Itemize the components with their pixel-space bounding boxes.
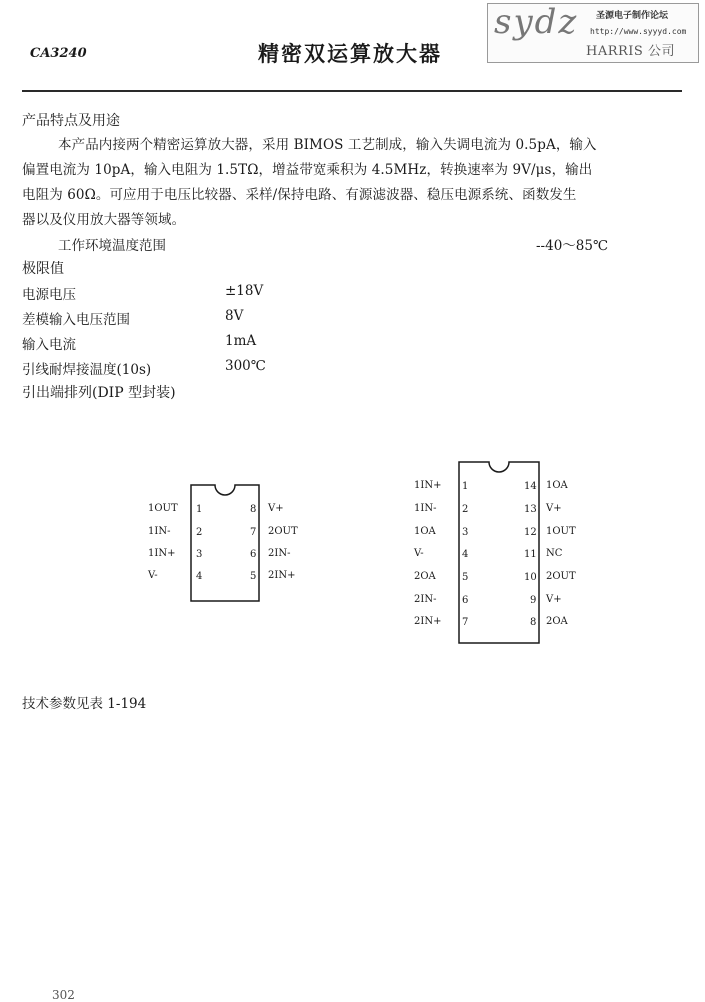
dip14-pin-5-name: 2OA [414, 571, 436, 582]
header-rule [22, 90, 682, 92]
dip14-pin-12-number: 12 [524, 527, 537, 538]
rating-value: 8V [225, 308, 244, 324]
rating-label: 差模输入电压范围 [22, 312, 130, 328]
dip14-pin-1-number: 1 [462, 481, 469, 492]
dip8-pin-4-name: V- [148, 570, 158, 581]
dip14-pin-13-number: 13 [524, 504, 537, 515]
logo-url: http://www.syyyd.com [590, 27, 687, 36]
dip8-pin-4-number: 4 [196, 571, 203, 582]
dip8-pin-8-number: 8 [250, 504, 257, 515]
dip8-pin-7-number: 7 [250, 527, 257, 538]
dip8-pin-2-name: 1IN- [148, 526, 171, 537]
features-heading: 产品特点及用途 [22, 113, 120, 129]
dip14-pin-13-name: V+ [546, 503, 562, 514]
features-line: 本产品内接两个精密运算放大器，采用 BIMOS 工艺制成，输入失调电流为 0.5pA，输入 [58, 137, 597, 153]
dip14-pin-6-name: 2IN- [414, 594, 437, 605]
dip14-pin-7-name: 2IN+ [414, 616, 442, 627]
dip8-pin-6-name: 2IN- [268, 548, 291, 559]
rating-value: ±18V [225, 283, 264, 299]
dip14-pin-14-number: 14 [524, 481, 537, 492]
dip14-pin-9-number: 9 [530, 595, 537, 606]
dip8-package [190, 484, 260, 602]
dip8-pin-5-name: 2IN+ [268, 570, 296, 581]
rating-label: 电源电压 [22, 287, 76, 303]
rating-value: 300℃ [225, 358, 266, 374]
dip14-pin-2-name: 1IN- [414, 503, 437, 514]
dip14-pin-12-name: 1OUT [546, 526, 576, 537]
dip14-pin-8-number: 8 [530, 617, 537, 628]
rating-label: 引线耐焊接温度(10s) [22, 362, 152, 378]
dip8-pin-1-number: 1 [196, 504, 203, 515]
rating-value: 1mA [225, 333, 257, 349]
parameter-reference: 技术参数见表 1-194 [22, 696, 147, 712]
temp-range-value: --40～85℃ [536, 238, 609, 254]
dip14-pin-14-name: 1OA [546, 480, 568, 491]
dip14-pin-9-name: V+ [546, 594, 562, 605]
features-line: 器以及仪用放大器等领域。 [22, 212, 186, 228]
features-line: 电阻为 60Ω。可应用于电压比较器、采样/保持电路、有源滤波器、稳压电源系统、函数发生 [22, 187, 577, 203]
dip8-pin-3-number: 3 [196, 549, 203, 560]
dip14-pin-10-name: 2OUT [546, 571, 576, 582]
dip14-pin-2-number: 2 [462, 504, 469, 515]
dip14-pin-3-name: 1OA [414, 526, 436, 537]
dip8-pin-2-number: 2 [196, 527, 203, 538]
dip8-pin-8-name: V+ [268, 503, 284, 514]
rating-label: 输入电流 [22, 337, 76, 353]
part-number: CA3240 [30, 46, 87, 61]
features-line: 偏置电流为 10pA，输入电阻为 1.5TΩ，增益带宽乘积为 4.5MHz，转换速率为 9V/μs，输出 [22, 162, 593, 178]
page-title: 精密双运算放大器 [258, 41, 442, 66]
dip14-pin-7-number: 7 [462, 617, 469, 628]
logo-mark: sydz [494, 2, 579, 42]
dip14-pin-3-number: 3 [462, 527, 469, 538]
dip14-pin-11-number: 11 [524, 549, 537, 560]
dip14-pin-6-number: 6 [462, 595, 469, 606]
dip8-pin-5-number: 5 [250, 571, 257, 582]
dip14-pin-8-name: 2OA [546, 616, 568, 627]
dip14-pin-4-number: 4 [462, 549, 469, 560]
page-number: 302 [52, 988, 75, 1002]
pinout-heading: 引出端排列(DIP 型封装) [22, 385, 176, 401]
ratings-heading: 极限值 [22, 261, 64, 277]
company-name: HARRIS 公司 [586, 44, 675, 59]
dip14-pin-1-name: 1IN+ [414, 480, 442, 491]
dip14-pin-4-name: V- [414, 548, 424, 559]
dip14-pin-10-number: 10 [524, 572, 537, 583]
dip8-pin-1-name: 1OUT [148, 503, 178, 514]
dip14-pin-5-number: 5 [462, 572, 469, 583]
dip8-pin-7-name: 2OUT [268, 526, 298, 537]
dip14-pin-11-name: NC [546, 548, 563, 559]
temp-range-label: 工作环境温度范围 [58, 238, 166, 254]
dip8-pin-6-number: 6 [250, 549, 257, 560]
dip8-pin-3-name: 1IN+ [148, 548, 176, 559]
logo-site-name: 圣源电子制作论坛 [596, 11, 669, 21]
